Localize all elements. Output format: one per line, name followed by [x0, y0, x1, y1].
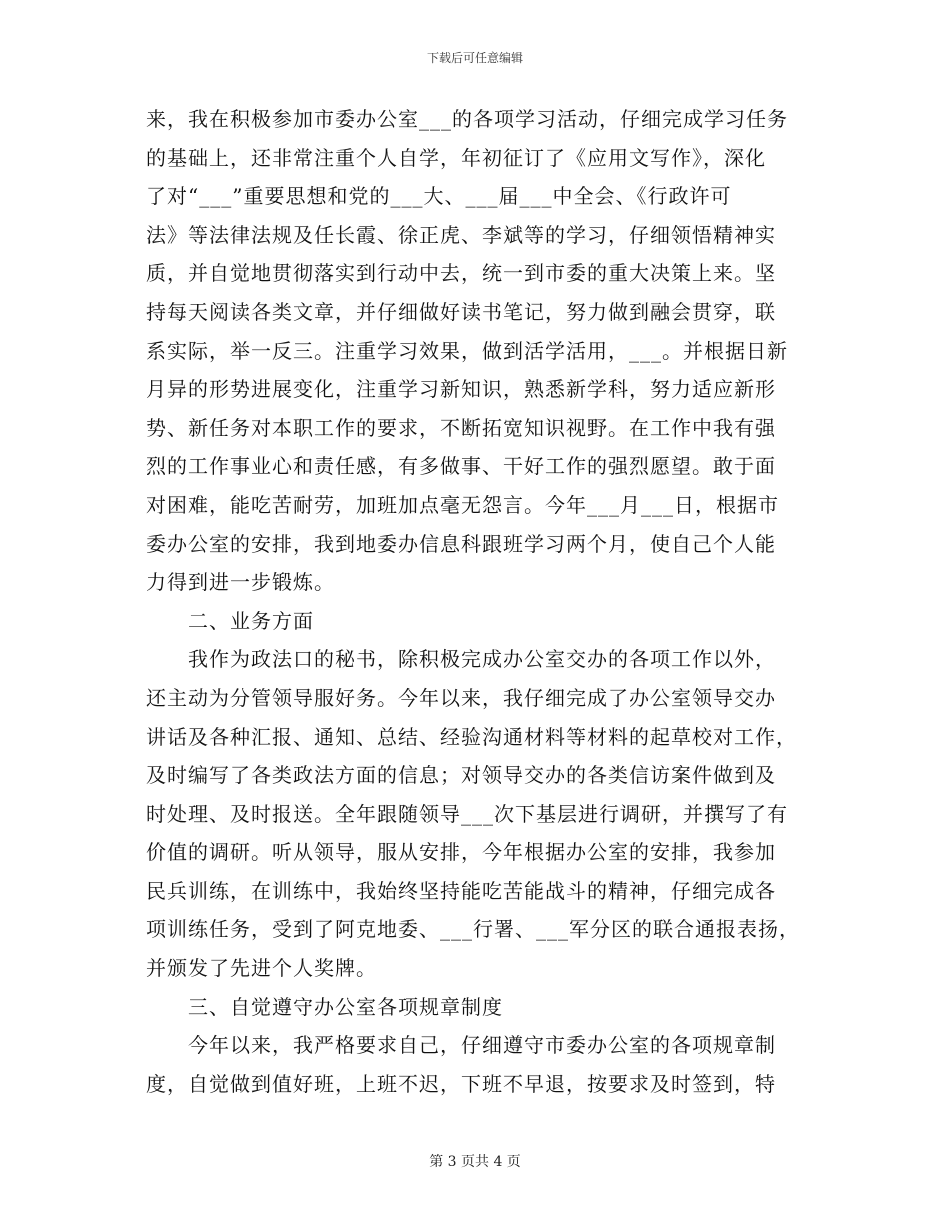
text-line: 对困难，能吃苦耐劳，加班加点毫无怨言。今年___月___日，根据市	[146, 492, 779, 517]
text-line: 度，自觉做到值好班，上班不迟，下班不早退，按要求及时签到，特	[146, 1071, 776, 1096]
text-line: 质，并自觉地贯彻落实到行动中去，统一到市委的重大决策上来。坚	[146, 261, 776, 286]
document-body	[146, 100, 806, 1103]
text-line: 讲话及各种汇报、通知、总结、经验沟通材料等材料的起草校对工作，	[146, 724, 797, 749]
text-line: 持每天阅读各类文章，并仔细做好读书笔记，努力做到融会贯穿，联	[146, 299, 776, 324]
text-line: 月异的形势进展变化，注重学习新知识，熟悉新学科，努力适应新形	[146, 377, 776, 402]
text-line: 还主动为分管领导服好务。今年以来，我仔细完成了办公室领导交办	[146, 685, 776, 710]
page-header-note: 下载后可任意编辑	[426, 51, 523, 65]
text-line: 今年以来，我严格要求自己，仔细遵守市委办公室的各项规章制	[188, 1033, 776, 1058]
text-line: 力得到进一步锻炼。	[146, 570, 335, 595]
text-line: 及时编写了各类政法方面的信息；对领导交办的各类信访案件做到及	[146, 763, 776, 788]
text-line: 价值的调研。听从领导，服从安排，今年根据办公室的安排，我参加	[146, 840, 776, 865]
text-line: 并颁发了先进个人奖牌。	[146, 956, 377, 981]
text-line: 民兵训练，在训练中，我始终坚持能吃苦能战斗的精神，仔细完成各	[146, 878, 776, 903]
text-line: 烈的工作事业心和责任感，有多做事、干好工作的强烈愿望。敢于面	[146, 454, 776, 479]
page-number: 第 3 页共 4 页	[429, 1154, 521, 1170]
text-line: 法》等法律法规及任长霞、徐正虎、李斌等的学习，仔细领悟精神实	[146, 222, 776, 247]
text-line: 我作为政法口的秘书，除积极完成办公室交办的各项工作以外，	[188, 647, 776, 672]
text-line: 委办公室的安排，我到地委办信息科跟班学习两个月，使自己个人能	[146, 531, 776, 556]
text-line: 的基础上，还非常注重个人自学，年初征订了《应用文写作》，深化	[146, 145, 766, 170]
text-line: 了对“___”重要思想和党的___大、___届___中全会、《行政许可	[146, 184, 732, 209]
text-line: 势、新任务对本职工作的要求，不断拓宽知识视野。在工作中我有强	[146, 415, 776, 440]
section-heading: 二、业务方面	[188, 608, 314, 633]
text-line: 来，我在积极参加市委办公室___的各项学习活动，仔细完成学习任务	[146, 107, 788, 131]
text-line: 项训练任务，受到了阿克地委、___行署、___军分区的联合通报表扬，	[146, 917, 800, 942]
text-line: 系实际，举一反三。注重学习效果，做到活学活用，___。并根据日新	[146, 338, 788, 363]
text-line: 时处理、及时报送。全年跟随领导___次下基层进行调研，并撰写了有	[146, 801, 788, 826]
section-heading: 三、自觉遵守办公室各项规章制度	[188, 994, 503, 1019]
